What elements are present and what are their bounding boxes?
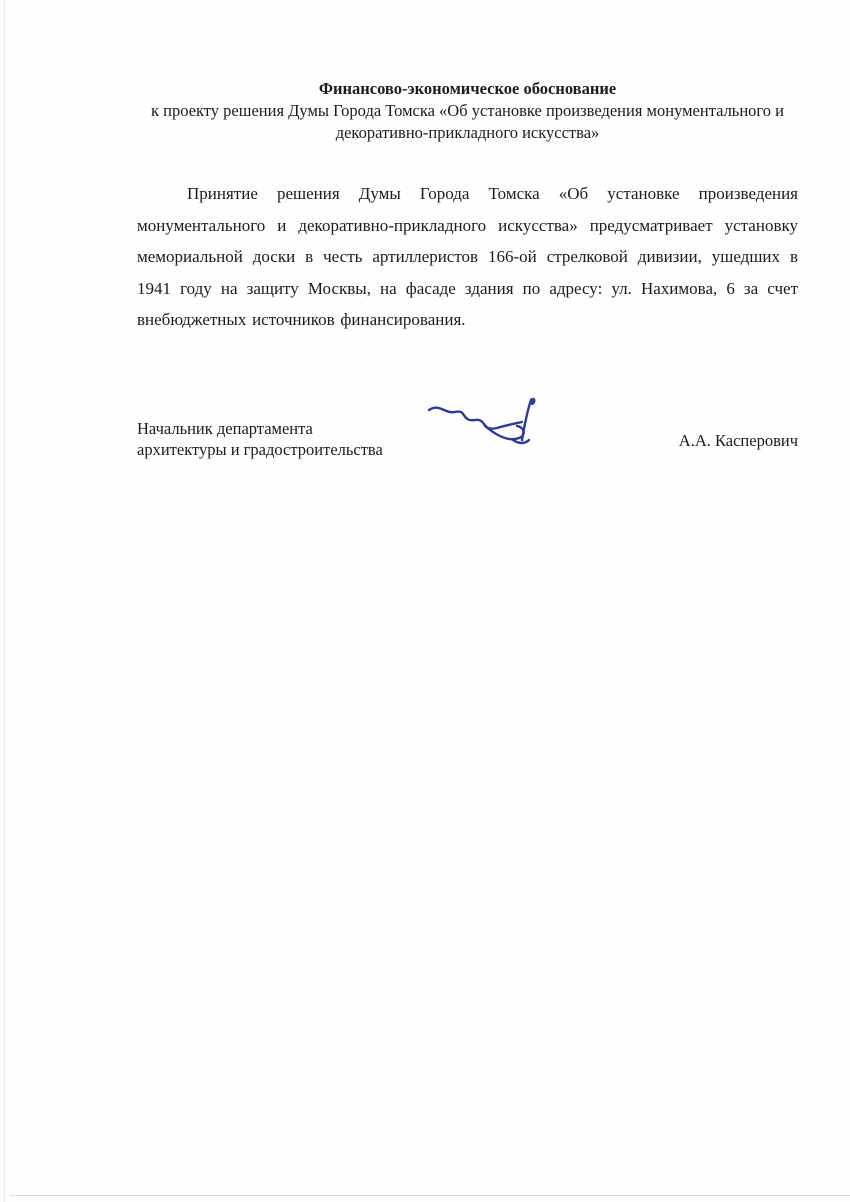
signature-block — [137, 418, 798, 460]
signer-position — [137, 418, 383, 460]
signer-position-line-2: архитектуры и градостроительства — [137, 439, 383, 459]
subtitle-line-1: к проекту решения Думы Города Томска «Об установке произведения монументального и — [151, 101, 784, 120]
signer-position-line-1: Начальник департамента — [137, 418, 313, 438]
body-paragraph: Принятие решения Думы Города Томска «Об установке произведения монументального и декоративно-прикладного искусства» предусматривает установку мемориальной доски в честь артиллеристов 166-ой стрелковой дивизии, ушедших в 1941 году на защиту Москвы, на фасаде здания по адресу: ул. Нахимова, 6 за счет внебюджетных источников финансирования. — [137, 184, 798, 329]
handwritten-signature-icon — [425, 396, 550, 458]
subtitle-line-2: декоративно-прикладного искусства» — [335, 123, 600, 142]
signer-name: А.А. Касперович — [678, 430, 798, 450]
document-subtitle — [137, 100, 798, 144]
document-title: Финансово-экономическое обоснование — [318, 79, 617, 98]
